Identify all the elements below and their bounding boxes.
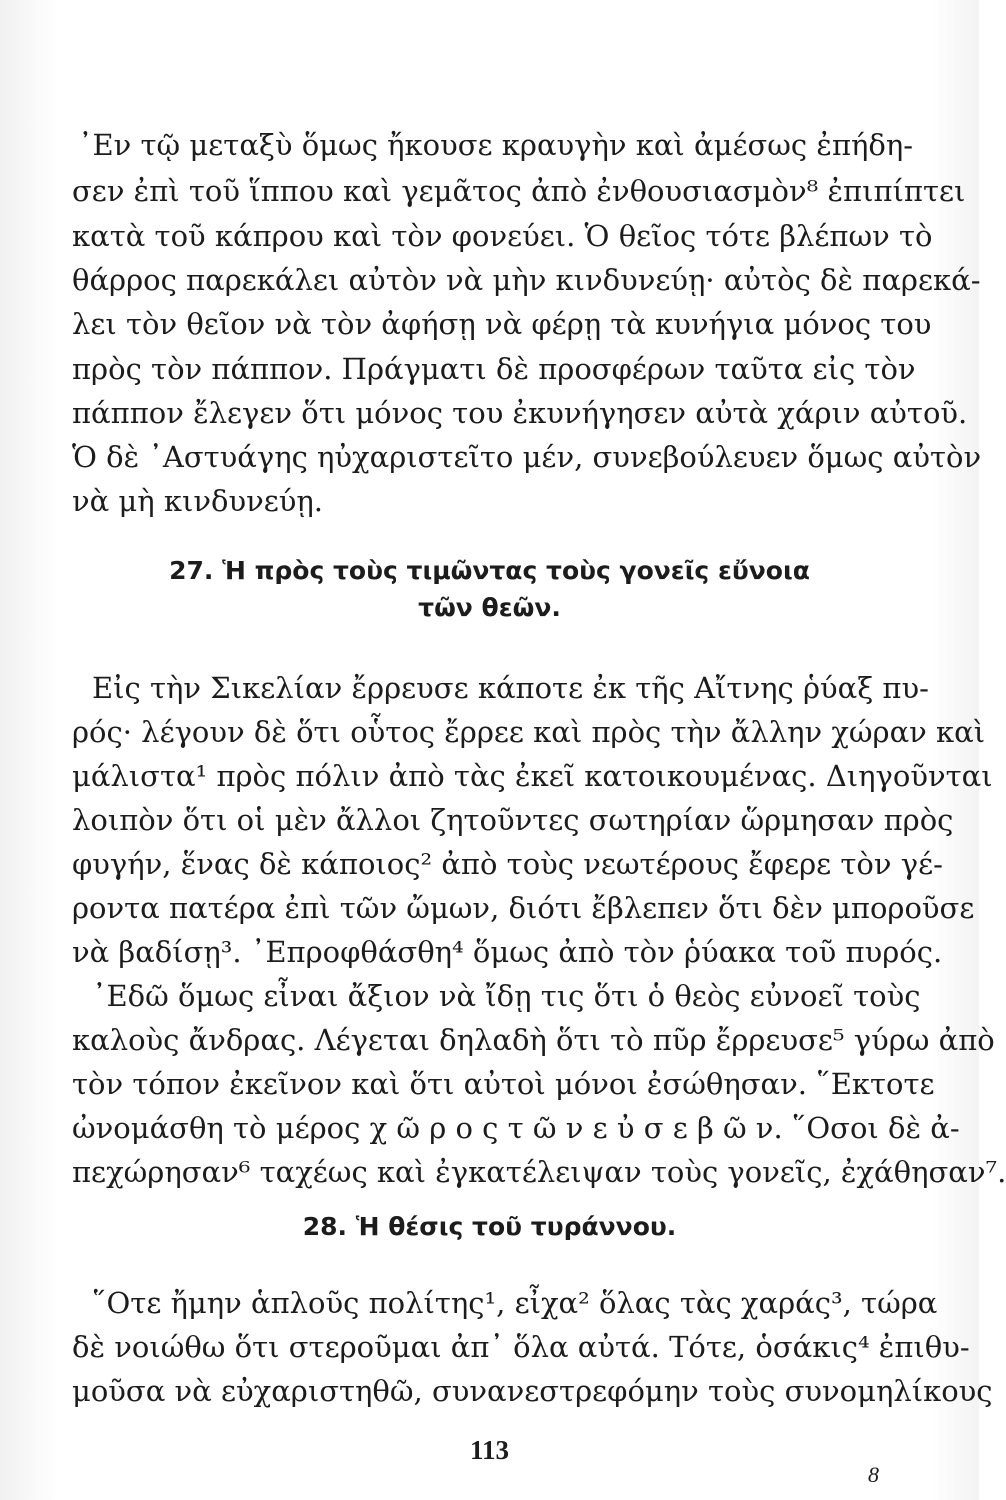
text-line: πεχώρησαν⁶ ταχέως καὶ ἐγκατέλειψαν τοὺς γονεῖς, ἐχάθησαν⁷.: [72, 1155, 1006, 1189]
text-line: ῞Οτε ἤμην ἁπλοῦς πολίτης¹, εἶχα² ὅλας τὰς χαράς³, τώρα: [92, 1286, 938, 1320]
text-line: μάλιστα¹ πρὸς πόλιν ἀπὸ τὰς ἐκεῖ κατοικουμένας. Διηγοῦνται: [72, 759, 993, 793]
text-line: σεν ἐπὶ τοῦ ἵππου καὶ γεμᾶτος ἀπὸ ἐνθουσιασμὸν⁸ ἐπιπίπτει: [72, 174, 966, 208]
text-line: ᾿Εν τῷ μεταξὺ ὅμως ἤκουσε κραυγὴν καὶ ἀμέσως ἐπήδη-: [78, 128, 914, 162]
text-line: πάππον ἔλεγεν ὅτι μόνος του ἐκυνήγησεν αὐτὰ χάριν αὐτοῦ.: [72, 396, 968, 430]
text-line: πρὸς τὸν πάππον. Πράγματι δὲ προσφέρων ταῦτα εἰς τὸν: [72, 352, 916, 386]
section-heading-27-continued: τῶν θεῶν.: [418, 593, 561, 622]
text-line: λει τὸν θεῖον νὰ τὸν ἀφήσῃ νὰ φέρῃ τὰ κυνήγια μόνος του: [72, 307, 932, 341]
text-line: φυγήν, ἕνας δὲ κάποιος² ἀπὸ τοὺς νεωτέρους ἔφερε τὸν γέ-: [72, 847, 943, 881]
text-line: θάρρος παρεκάλει αὐτὸν νὰ μὴν κινδυνεύῃ· αὐτὸς δὲ παρεκά-: [72, 263, 981, 297]
text-line: μοῦσα νὰ εὐχαριστηθῶ, συνανεστρεφόμην τοὺς συνομηλίκους: [72, 1374, 993, 1408]
text-line: λοιπὸν ὅτι οἱ μὲν ἄλλοι ζητοῦντες σωτηρίαν ὥρμησαν πρὸς: [72, 803, 954, 837]
text-line: δὲ νοιώθω ὅτι στεροῦμαι ἀπ᾿ ὅλα αὐτά. Τότε, ὁσάκις⁴ ἐπιθυ-: [72, 1330, 970, 1364]
text-line: καλοὺς ἄνδρας. Λέγεται δηλαδὴ ὅτι τὸ πῦρ ἔρρευσε⁵ γύρω ἀπὸ: [72, 1023, 995, 1057]
text-line: κατὰ τοῦ κάπρου καὶ τὸν φονεύει. Ὁ θεῖος τότε βλέπων τὸ: [72, 219, 933, 253]
text-line: νὰ βαδίσῃ³. ᾿Επροφθάσθη⁴ ὅμως ἀπὸ τὸν ῥύακα τοῦ πυρός.: [72, 935, 943, 969]
text-line: Ὁ δὲ ᾿Αστυάγης ηὐχαριστεῖτο μέν, συνεβούλευεν ὅμως αὐτὸν: [72, 440, 982, 474]
section-heading-27: 27. Ἡ πρὸς τοὺς τιμῶντας τοὺς γονεῖς εὔνοια: [169, 556, 810, 585]
section-heading-28: 28. Ἡ θέσις τοῦ τυράννου.: [302, 1212, 677, 1241]
text-line: ᾿Εδῶ ὅμως εἶναι ἄξιον νὰ ἴδῃ τις ὅτι ὁ θεὸς εὐνοεῖ τοὺς: [92, 979, 921, 1013]
text-line: νὰ μὴ κινδυνεύῃ.: [72, 484, 323, 518]
page-number: 113: [469, 1435, 509, 1465]
text-line: τὸν τόπον ἐκεῖνον καὶ ὅτι αὐτοὶ μόνοι ἐσώθησαν. ῞Εκτοτε: [72, 1067, 935, 1101]
signature-mark: 8: [868, 1462, 879, 1487]
text-line: ὠνομάσθη τὸ μέρος χ ῶ ρ ο ς τ ῶ ν ε ὐ σ ε β ῶ ν. ῞Οσοι δὲ ἀ-: [72, 1111, 960, 1145]
text-line: ρός· λέγουν δὲ ὅτι οὗτος ἔρρεε καὶ πρὸς τὴν ἄλλην χώραν καὶ: [72, 715, 986, 749]
text-line: ροντα πατέρα ἐπὶ τῶν ὤμων, διότι ἔβλεπεν ὅτι δὲν μποροῦσε: [72, 891, 975, 925]
text-line: Εἰς τὴν Σικελίαν ἔρρευσε κάποτε ἐκ τῆς Αἴτνης ῥύαξ πυ-: [92, 671, 929, 705]
